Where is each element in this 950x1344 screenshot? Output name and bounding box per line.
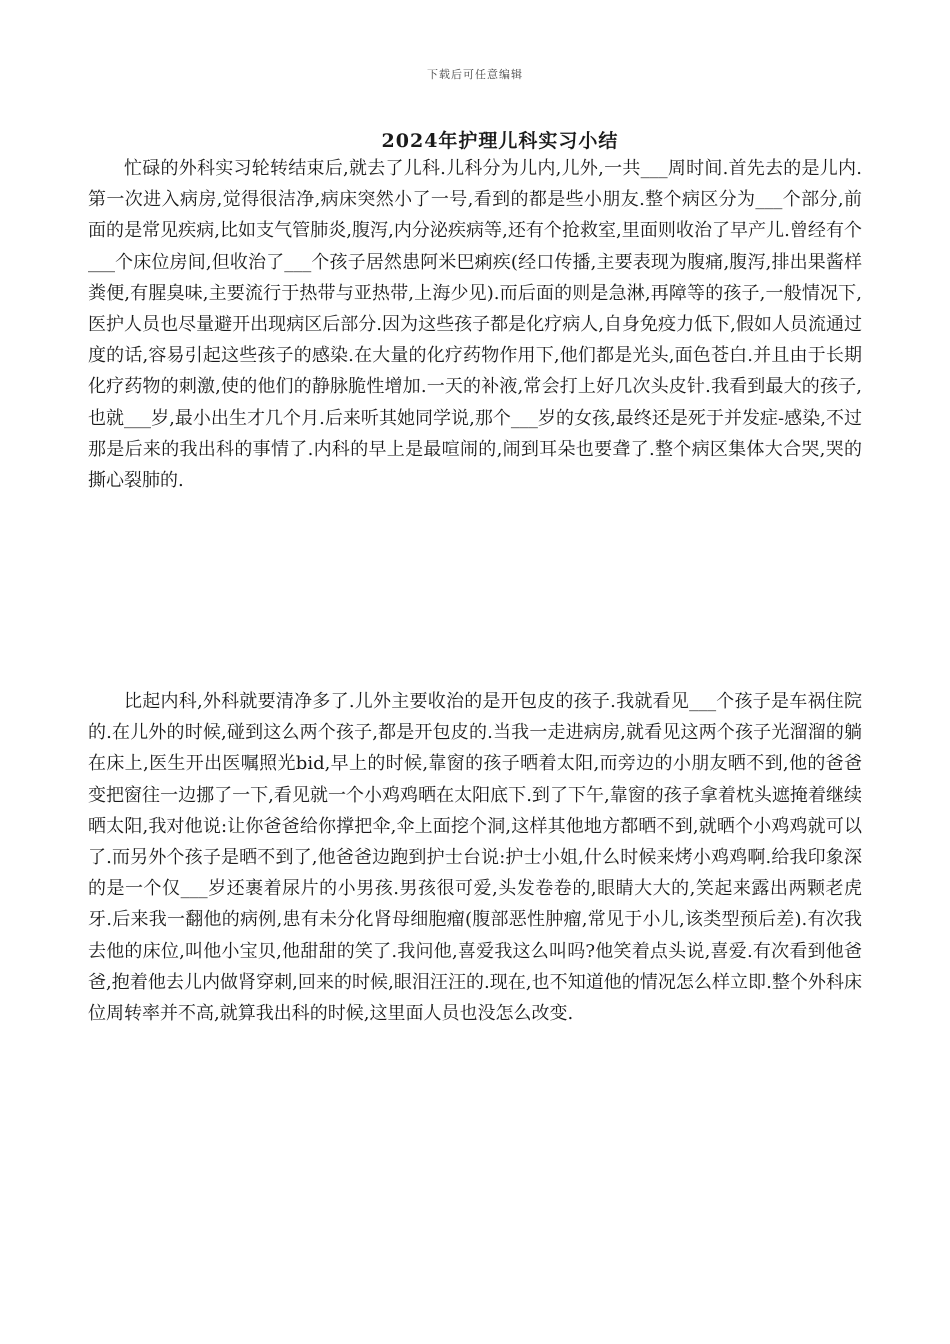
body-paragraph-2: 比起内科,外科就要清净多了.儿外主要收治的是开包皮的孩子.我就看见___个孩子是车祸住院的.在儿外的时候,碰到这么两个孩子,都是开包皮的.当我一走进病房,就看见这两个孩子光溜溜的躺在床上,医生开出医嘱照光bid,早上的时候,靠窗的孩子晒着太阳,而旁边的小朋友晒不到,他的爸爸变把窗往一边挪了一下,看见就一个小鸡鸡晒在太阳底下.到了下午,靠窗的孩子拿着枕头遮掩着继续晒太阳,我对他说:让你爸爸给你撑把伞,伞上面挖个洞,这样其他地方都晒不到,就晒个小鸡鸡就可以了.而另外个孩子是晒不到了,他爸爸边跑到护士台说:护士小姐,什么时候来烤小鸡鸡啊.给我印象深的是一个仅___岁还裹着尿片的小男孩.男孩很可爱,头发卷卷的,眼睛大大的,笑起来露出两颗老虎牙.后来我一翻他的病例,患有未分化肾母细胞瘤(腹部恶性肿瘤,常见于小儿,该类型预后差).有次我去他的床位,叫他小宝贝,他甜甜的笑了.我问他,喜爱我这么叫吗?他笑着点头说,喜爱.有次看到他爸爸,抱着他去儿内做肾穿刺,回来的时候,眼泪汪汪的.现在,也不知道他的情况怎么样立即.整个外科床位周转率并不高,就算我出科的时候,这里面人员也没怎么改变. (88, 691, 862, 1025)
body-paragraph-1: 忙碌的外科实习轮转结束后,就去了儿科.儿科分为儿内,儿外,一共___周时间.首先去的是儿内.第一次进入病房,觉得很洁净,病床突然小了一号,看到的都是些小朋友.整个病区分为___个部分,前面的是常见疾病,比如支气管肺炎,腹泻,内分泌疾病等,还有个抢救室,里面则收治了早产儿.曾经有个___个床位房间,但收治了___个孩子居然患阿米巴痢疾(经口传播,主要表现为腹痛,腹泻,排出果酱样粪便,有腥臭味,主要流行于热带与亚热带,上海少见).而后面的则是急淋,再障等的孩子,一般情况下,医护人员也尽量避开出现病区后部分.因为这些孩子都是化疗病人,自身免疫力低下,假如人员流通过度的话,容易引起这些孩子的感染.在大量的化疗药物作用下,他们都是光头,面色苍白.并且由于长期化疗药物的刺激,使的他们的静脉脆性增加.一天的补液,常会打上好几次头皮针.我看到最大的孩子,也就___岁,最小出生才几个月.后来听其她同学说,那个___岁的女孩,最终还是死于并发症-感染,不过那是后来的我出科的事情了.内科的早上是最喧闹的,闹到耳朵也要聋了.整个病区集体大合哭,哭的撕心裂肺的. (88, 158, 862, 492)
document-title: 2024年护理儿科实习小结 (381, 130, 619, 152)
header-note: 下载后可任意编辑 (427, 68, 523, 81)
